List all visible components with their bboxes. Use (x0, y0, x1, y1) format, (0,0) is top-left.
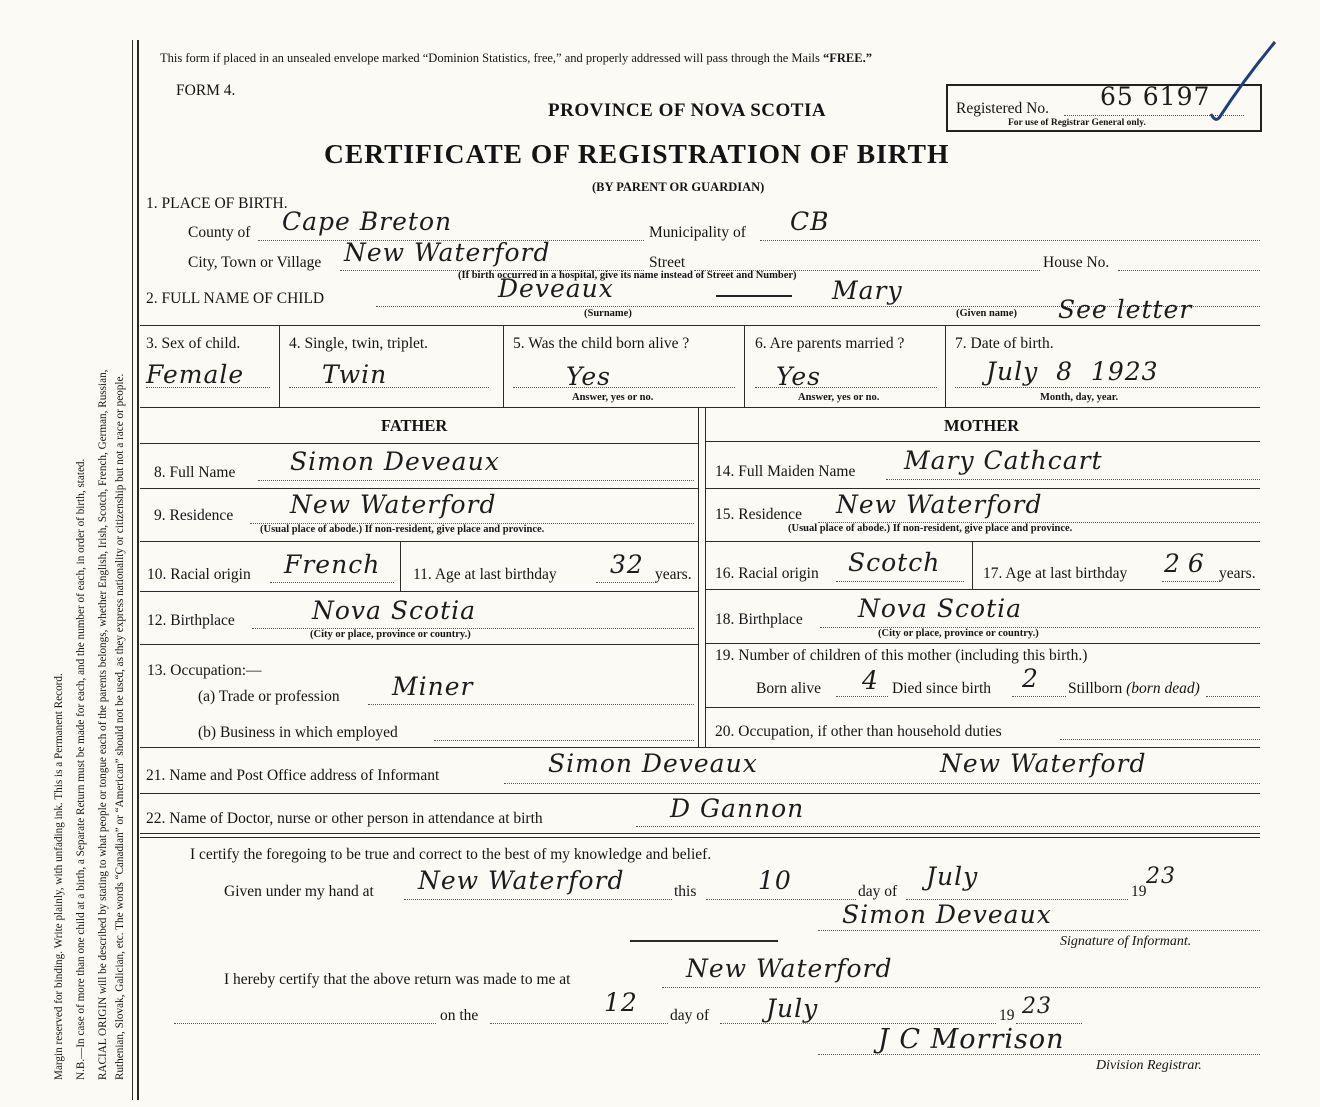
given-name-note: (Given name) (956, 308, 1017, 319)
born-alive-note: Answer, yes or no. (572, 392, 654, 403)
father-residence-label: 9. Residence (154, 507, 234, 524)
occupation-label: 13. Occupation:— (147, 662, 262, 679)
row3-divider-2 (503, 325, 504, 407)
business-label: (b) Business in which employed (198, 724, 398, 741)
child-given-value: Mary (832, 276, 903, 305)
father-name-line (258, 480, 694, 481)
given-place-value: New Waterford (418, 866, 625, 895)
father-racial-label: 10. Racial origin (147, 566, 251, 583)
children-count-label: 19. Number of children of this mother (including this birth.) (715, 647, 1088, 664)
margin-rule (132, 40, 133, 1100)
house-line (1118, 270, 1260, 271)
sex-line (146, 387, 270, 388)
business-line (434, 740, 694, 741)
mother-rule-1 (705, 488, 1260, 489)
child-name-dash (716, 295, 792, 297)
father-name-label: 8. Full Name (154, 464, 236, 481)
married-label: 6. Are parents married ? (755, 335, 905, 352)
stillborn-label: Stillborn (born dead) (1068, 680, 1200, 697)
mother-heading-rule (705, 441, 1260, 442)
mother-birthplace-value: Nova Scotia (858, 594, 1023, 623)
father-heading-rule (140, 443, 698, 444)
stillborn-line (1206, 696, 1260, 697)
informant-signature-label: Signature of Informant. (1060, 934, 1192, 949)
date-of-birth-note: Month, day, year. (1040, 392, 1119, 403)
registered-number-label: Registered No. (956, 100, 1049, 117)
child-surname-value: Deveaux (498, 274, 614, 303)
died-count-value: 2 (1022, 664, 1039, 693)
informant-signature: Simon Deveaux (842, 900, 1052, 929)
margin-note-racial-origin-2: Ruthenian, Slovak, Galician, etc. The words “Canadian” or “American” should not be used, as they express nationality or citizenship but not a race or people. (114, 373, 126, 1080)
registrar-place-value: New Waterford (686, 954, 893, 983)
certify-year-value: 23 (1146, 864, 1176, 889)
born-alive-count-label: Born alive (756, 680, 821, 697)
registrar-year-value: 23 (1022, 994, 1052, 1019)
mother-racial-divider (972, 541, 973, 589)
registrar-statement: I hereby certify that the above return was made to me at (224, 971, 571, 988)
province-heading: PROVINCE OF NOVA SCOTIA (548, 100, 827, 121)
married-value: Yes (776, 362, 821, 391)
died-count-line (1012, 696, 1066, 697)
plurality-label: 4. Single, twin, triplet. (289, 335, 429, 352)
married-note: Answer, yes or no. (798, 392, 880, 403)
born-alive-count-line (836, 696, 888, 697)
born-alive-count-value: 4 (862, 666, 879, 695)
born-alive-line (513, 387, 735, 388)
registrar-lead-line (174, 1023, 436, 1024)
registered-number-note: For use of Registrar General only. (1008, 118, 1146, 128)
father-racial-divider (400, 541, 401, 591)
father-rule-3 (140, 591, 698, 592)
certify-day-of-label: day of (858, 883, 898, 900)
registrar-day-of-label: day of (670, 1007, 710, 1024)
doctor-line (636, 826, 1260, 827)
sex-value: Female (146, 360, 245, 389)
trade-value: Miner (392, 672, 474, 701)
father-rule-2 (140, 541, 698, 542)
mother-name-label: 14. Full Maiden Name (715, 463, 856, 480)
registered-number-value: 65 6197 (1100, 82, 1211, 111)
informant-label: 21. Name and Post Office address of Informant (146, 767, 440, 784)
municipality-line (760, 240, 1260, 241)
county-value: Cape Breton (282, 207, 453, 236)
certify-year-prefix: 19 (1131, 883, 1147, 900)
mother-heading: MOTHER (944, 416, 1020, 435)
plurality-value: Twin (322, 360, 388, 389)
father-residence-note: (Usual place of abode.) If non-resident, give place and province. (260, 524, 545, 535)
registrar-day-line (490, 1023, 668, 1024)
page-subtitle: (BY PARENT OR GUARDIAN) (592, 180, 765, 194)
mother-occupation-line (1060, 739, 1260, 740)
mother-birthplace-note: (City or place, province or country.) (878, 628, 1039, 639)
doctor-label: 22. Name of Doctor, nurse or other person in attendance at birth (146, 810, 543, 827)
registrar-signature: J C Morrison (878, 1024, 1065, 1055)
father-years-label: years. (655, 566, 692, 583)
see-letter-note: See letter (1058, 295, 1193, 324)
given-place-line (404, 899, 672, 900)
mother-residence-value: New Waterford (836, 490, 1043, 519)
surname-note: (Surname) (584, 308, 632, 319)
certify-top-rule-2 (140, 837, 1260, 838)
trade-label: (a) Trade or profession (198, 688, 340, 705)
father-birthplace-note: (City or place, province or country.) (310, 629, 471, 640)
page-title: CERTIFICATE OF REGISTRATION OF BIRTH (324, 138, 950, 169)
died-count-label: Died since birth (892, 680, 992, 697)
father-birthplace-label: 12. Birthplace (147, 612, 235, 629)
informant-address-value: New Waterford (940, 749, 1147, 778)
mother-rule-2 (705, 541, 1260, 542)
date-of-birth-value: July 8 1923 (986, 357, 1159, 386)
father-age-value: 32 (610, 550, 644, 579)
mother-occupation-label: 20. Occupation, if other than household duties (715, 723, 1002, 740)
municipality-value: CB (790, 207, 830, 236)
doctor-value: D Gannon (670, 794, 805, 823)
father-age-line (596, 582, 656, 583)
registrar-signature-label: Division Registrar. (1096, 1058, 1202, 1073)
margin-note-multiple-births: N.B.—In case of more than one child at a birth, a Separate Return must be made for each, and the number of each, in order of birth, stated. (75, 458, 87, 1080)
father-residence-value: New Waterford (290, 490, 497, 519)
row3-divider-1 (279, 325, 280, 407)
given-under-label: Given under my hand at (224, 883, 374, 900)
mother-racial-line (836, 581, 964, 582)
mother-rule-5 (705, 707, 1260, 708)
city-value: New Waterford (344, 238, 551, 267)
plurality-line (289, 387, 489, 388)
mail-notice: This form if placed in an unsealed envelope marked “Dominion Statistics, free,” and properly addressed will pass through the Mails “FREE.” (160, 51, 872, 65)
child-name-label: 2. FULL NAME OF CHILD (146, 290, 325, 307)
mother-age-value: 26 (1164, 549, 1212, 578)
row3-divider-4 (945, 325, 946, 407)
registrar-on-the-label: on the (440, 1007, 479, 1024)
parents-divider-a (698, 407, 699, 747)
city-label: City, Town or Village (188, 254, 322, 271)
registrar-place-line (662, 987, 1260, 988)
row3-top-rule (140, 325, 1260, 326)
check-mark-icon (1205, 38, 1280, 124)
married-line (755, 387, 937, 388)
mother-age-line (1162, 581, 1220, 582)
mother-rule-3 (705, 589, 1260, 590)
father-heading: FATHER (381, 416, 448, 435)
sex-label: 3. Sex of child. (146, 335, 241, 352)
father-name-value: Simon Deveaux (290, 447, 500, 476)
certify-statement: I certify the foregoing to be true and correct to the best of my knowledge and belief. (190, 846, 712, 863)
father-racial-line (270, 582, 394, 583)
place-heading: 1. PLACE OF BIRTH. (146, 195, 288, 212)
mother-racial-value: Scotch (848, 548, 941, 577)
mother-name-value: Mary Cathcart (904, 446, 1103, 475)
hospital-note: (If birth occurred in a hospital, give its name instead of Street and Number) (458, 270, 797, 281)
informant-line (504, 783, 1260, 784)
registrar-year-prefix: 19 (999, 1007, 1015, 1024)
margin-note-binding: Margin reserved for binding. Write plainly, with unfading ink. This is a Permanent Record. (53, 673, 65, 1080)
street-label: Street (649, 254, 686, 271)
mother-residence-label: 15. Residence (715, 506, 802, 523)
registrar-day-value: 12 (604, 988, 638, 1017)
born-alive-value: Yes (566, 362, 611, 391)
certify-day-value: 10 (758, 866, 792, 895)
father-birthplace-value: Nova Scotia (312, 596, 477, 625)
certify-top-rule (140, 833, 1260, 834)
mother-age-label: 17. Age at last birthday (983, 565, 1128, 582)
registrar-signature-line (818, 1054, 1260, 1055)
parents-divider-b (705, 407, 706, 747)
mother-racial-label: 16. Racial origin (715, 565, 819, 582)
separator-rule (630, 940, 778, 942)
father-rule-4 (140, 644, 698, 645)
father-racial-value: French (284, 550, 381, 579)
row3-bottom-rule (140, 407, 1260, 408)
born-alive-label: 5. Was the child born alive ? (513, 335, 690, 352)
parents-bottom-rule (140, 747, 1260, 748)
row3-divider-3 (744, 325, 745, 407)
certify-day-line (706, 899, 856, 900)
mother-birthplace-label: 18. Birthplace (715, 611, 803, 628)
form-number: FORM 4. (176, 82, 236, 99)
date-of-birth-label: 7. Date of birth. (955, 335, 1054, 352)
father-rule-1 (140, 488, 698, 489)
trade-line (368, 704, 694, 705)
this-label: this (674, 883, 697, 900)
certify-month-value: July (926, 862, 979, 891)
margin-note-racial-origin: RACIAL ORIGIN will be described by stating to what people or tongue each of the parents belongs, whether English, Irish, Scotch, French, German, Russian, (97, 369, 109, 1080)
margin-rule-double (137, 40, 139, 1100)
informant-name-value: Simon Deveaux (548, 749, 758, 778)
registrar-month-value: July (766, 994, 819, 1023)
informant-signature-line (818, 930, 1260, 931)
mother-years-label: years. (1219, 565, 1256, 582)
father-age-label: 11. Age at last birthday (413, 566, 557, 583)
house-label: House No. (1043, 254, 1110, 271)
date-of-birth-line (955, 387, 1260, 388)
mother-name-line (886, 479, 1260, 480)
mother-rule-4 (705, 643, 1260, 644)
county-label: County of (188, 224, 251, 241)
municipality-label: Municipality of (649, 224, 746, 241)
mother-residence-note: (Usual place of abode.) If non-resident, give place and province. (788, 523, 1073, 534)
